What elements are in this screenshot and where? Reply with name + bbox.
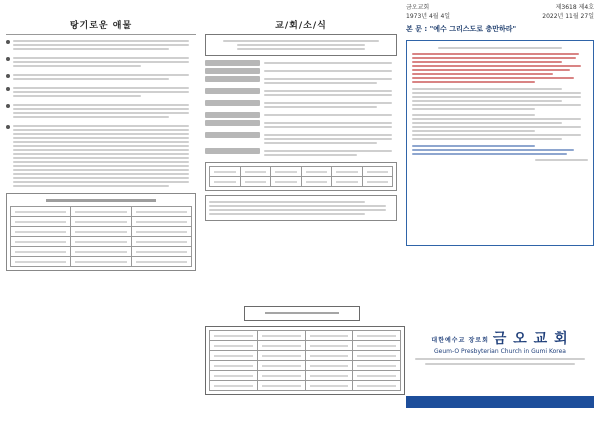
text-line [264, 122, 392, 124]
notice-row [205, 112, 397, 118]
text-line [13, 169, 189, 171]
text-line [264, 94, 392, 96]
text-line [13, 161, 189, 163]
table-row [11, 217, 192, 227]
header-issue-number: 제3618 제4호 [555, 4, 594, 11]
box-title [46, 199, 155, 202]
text-line [412, 96, 581, 98]
text-line [13, 87, 189, 89]
text-line [13, 137, 189, 139]
table-row [210, 331, 401, 341]
text-line [412, 92, 581, 94]
text-line [13, 40, 189, 42]
text-line [209, 209, 386, 211]
list-item [6, 72, 196, 82]
middle-banner [205, 34, 397, 56]
notice-row [205, 132, 397, 146]
text-line [13, 129, 189, 131]
text-line [13, 116, 169, 118]
text-line [412, 100, 562, 102]
text-line [13, 48, 169, 50]
table-row [11, 237, 192, 247]
text-line [412, 104, 581, 106]
text-line [13, 141, 189, 143]
text-line [13, 153, 189, 155]
address-line [425, 363, 575, 365]
text-line [264, 102, 392, 104]
text-line [412, 149, 574, 151]
left-table [10, 206, 192, 267]
text-line [412, 65, 581, 67]
text-line [13, 104, 189, 106]
church-header-right [542, 2, 594, 20]
notice-row [205, 76, 397, 86]
notice-label [205, 68, 260, 74]
table-row [11, 247, 192, 257]
text-line [13, 133, 189, 135]
text-line [412, 88, 562, 90]
middle-section-title: 교/회/소/식 [275, 21, 327, 31]
right-column [406, 24, 594, 246]
text-line [412, 57, 576, 59]
text-line [13, 149, 189, 151]
notice-row [205, 68, 397, 74]
text-line [13, 165, 189, 167]
divider [6, 34, 196, 35]
text-line [412, 118, 581, 120]
text-line [13, 44, 189, 46]
staff-title-box [244, 306, 360, 321]
notice-row [205, 148, 397, 158]
text-line [412, 69, 570, 71]
middle-table-box [205, 162, 397, 191]
text-line [223, 40, 379, 42]
text-line [264, 150, 392, 152]
text-line [13, 108, 189, 110]
staff-table [209, 330, 401, 391]
sermon-title-line [412, 47, 588, 49]
notice-row [205, 100, 397, 110]
bullet-icon [6, 40, 10, 44]
text-line [13, 61, 189, 63]
logo-prefix: 대한예수교 장로회 [431, 336, 489, 344]
text-line [264, 138, 392, 140]
list-item [6, 102, 196, 120]
table-row [11, 207, 192, 217]
text-line [264, 78, 392, 80]
table-row [210, 167, 393, 177]
list-item [6, 38, 196, 52]
text-line [13, 173, 189, 175]
header-founded-date: 1973년 4월 4일 [406, 13, 451, 20]
text-line [209, 205, 386, 207]
text-line [13, 157, 189, 159]
text-line [264, 142, 377, 144]
table-row [210, 381, 401, 391]
sermon-box [406, 40, 594, 246]
text-line [237, 44, 366, 46]
table-row [210, 361, 401, 371]
text-line [264, 134, 392, 136]
text-line [412, 130, 535, 132]
text-line [412, 138, 562, 140]
notice-label [205, 100, 260, 106]
text-line [412, 73, 553, 75]
text-line [412, 81, 535, 83]
bullet-icon [6, 125, 10, 129]
text-line [264, 114, 392, 116]
text-line [535, 159, 588, 161]
text-line [13, 65, 141, 67]
notice-label [205, 120, 260, 126]
text-line [412, 153, 567, 155]
sermon-heading: 본 문 : "예수 그리스도로 충만하라" [406, 25, 517, 33]
left-bottom-box [6, 193, 196, 271]
header-date: 2022년 11월 27일 [542, 13, 594, 20]
notice-label [205, 112, 260, 118]
notice-row [205, 120, 397, 130]
middle-table [209, 166, 393, 187]
notice-label [205, 148, 260, 154]
table-row [11, 227, 192, 237]
notice-row [205, 60, 397, 66]
text-line [237, 48, 366, 50]
text-line [13, 78, 169, 80]
table-row [11, 257, 192, 267]
notice-label [205, 76, 260, 82]
text-line [412, 134, 581, 136]
text-line [209, 201, 365, 203]
church-logo [406, 328, 594, 367]
address-line [415, 358, 584, 360]
text-line [412, 77, 574, 79]
text-line [13, 91, 189, 93]
notice-row [205, 88, 397, 98]
logo-korean: 금 오 교 회 [492, 331, 569, 347]
text-line [13, 181, 189, 183]
text-line [209, 213, 365, 215]
logo-english: Geum-O Presbyterian Church in Gumi Korea [434, 348, 566, 355]
text-line [264, 154, 357, 156]
notice-label [205, 132, 260, 138]
church-header-left [406, 2, 450, 20]
logo-text [406, 328, 594, 348]
text-line [412, 122, 562, 124]
table-row [210, 341, 401, 351]
text-line [412, 61, 562, 63]
bullet-icon [6, 104, 10, 108]
bullet-icon [6, 74, 10, 78]
middle-column [205, 18, 397, 221]
left-column [6, 18, 196, 271]
text-line [264, 126, 392, 128]
staff-box [205, 326, 405, 395]
notice-label [205, 88, 260, 94]
text-line [13, 112, 189, 114]
text-line [412, 126, 581, 128]
text-line [412, 108, 535, 110]
text-line [264, 90, 392, 92]
bullet-icon [6, 87, 10, 91]
text-line [412, 53, 579, 55]
text-line [264, 82, 377, 84]
list-item [6, 55, 196, 69]
text-line [13, 145, 189, 147]
text-line [13, 185, 169, 187]
footer-banner [406, 396, 594, 408]
text-line [412, 145, 535, 147]
table-row [210, 177, 393, 187]
notice-label [205, 60, 260, 66]
middle-note-box [205, 195, 397, 221]
left-section-title: 탕기로운 애물 [69, 21, 133, 31]
table-row [210, 371, 401, 381]
text-line [264, 62, 392, 64]
table-row [210, 351, 401, 361]
text-line [13, 95, 141, 97]
bullet-icon [6, 57, 10, 61]
list-item [6, 85, 196, 99]
staff-title-line [265, 312, 339, 314]
text-line [412, 114, 535, 116]
header-church-name: 금오교회 [406, 4, 430, 11]
text-line [264, 70, 392, 72]
text-line [13, 57, 189, 59]
text-line [13, 74, 189, 76]
text-line [13, 177, 189, 179]
text-line [264, 106, 377, 108]
list-item [6, 123, 196, 189]
text-line [13, 125, 189, 127]
